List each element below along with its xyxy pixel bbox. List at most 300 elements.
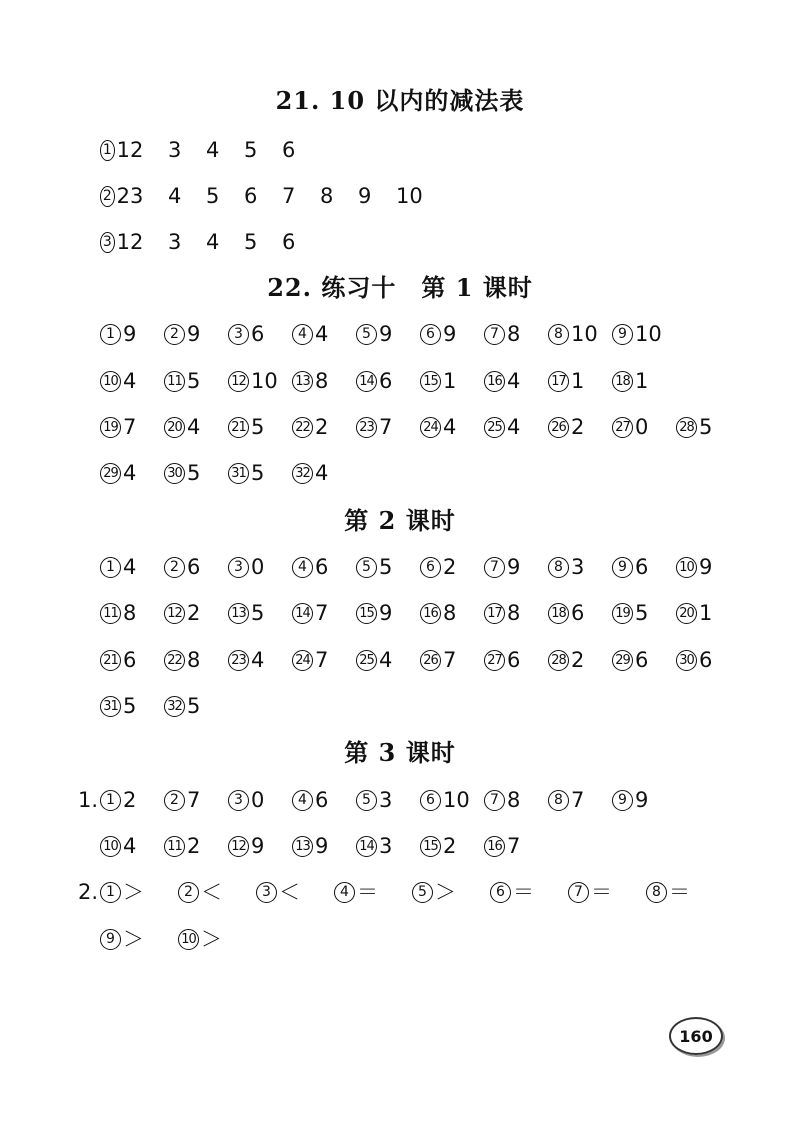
answer-item — [292, 412, 356, 442]
answer-value: 4 — [123, 555, 137, 579]
item-number-marker: 14 — [356, 371, 377, 392]
item-number-marker: 2 — [164, 324, 185, 345]
answer-value: 9 — [507, 555, 521, 579]
answer-item — [484, 645, 548, 675]
item-number-marker: 13 — [292, 836, 313, 857]
item-number-marker: 16 — [484, 836, 505, 857]
answer-item — [420, 319, 484, 349]
item-number-marker: 13 — [228, 603, 249, 624]
answer-value: 7 — [187, 788, 201, 812]
answer-item — [164, 366, 228, 396]
item-number-marker: 4 — [292, 557, 313, 578]
answer-item — [228, 552, 292, 582]
answer-value: 2 — [130, 230, 144, 254]
question-number: 1. — [77, 788, 98, 812]
subtraction-cell — [168, 227, 206, 257]
answer-value: 4 — [187, 415, 201, 439]
answer-value: 5 — [635, 601, 649, 625]
answer-item — [100, 366, 164, 396]
lesson-3-title: 第 3 课时 — [344, 738, 456, 767]
item-number-marker: 8 — [548, 557, 569, 578]
answer-value: 8 — [443, 601, 457, 625]
answer-item — [334, 877, 412, 907]
answer-item — [568, 877, 646, 907]
answer-value: 5 — [699, 415, 713, 439]
item-number-marker: 18 — [612, 371, 633, 392]
item-number-marker: 30 — [676, 650, 697, 671]
answer-value: 2 — [123, 788, 137, 812]
answer-item — [356, 598, 420, 628]
answer-item — [164, 552, 228, 582]
item-number-marker: 3 — [228, 324, 249, 345]
answer-value: ＝ — [591, 880, 612, 904]
subtraction-cell — [100, 181, 130, 211]
answer-item — [484, 412, 548, 442]
item-number-marker: 5 — [356, 557, 377, 578]
item-number-marker: 6 — [420, 790, 441, 811]
answer-item — [164, 319, 228, 349]
answer-item — [100, 785, 164, 815]
item-number-marker: 10 — [100, 371, 121, 392]
subtraction-cell — [206, 181, 244, 211]
answer-value: ＝ — [669, 880, 690, 904]
answer-item — [548, 552, 612, 582]
answer-item — [228, 831, 292, 861]
item-number-marker: 1 — [100, 324, 121, 345]
section-22-title: 22. 练习十 第 1 课时 — [267, 273, 533, 302]
answer-item — [164, 831, 228, 861]
answer-value: ＝ — [513, 880, 534, 904]
answer-value: 2 — [443, 555, 457, 579]
item-number-marker: 10 — [178, 929, 199, 950]
answer-item — [228, 785, 292, 815]
answer-row — [100, 552, 740, 582]
item-number-marker: 26 — [420, 650, 441, 671]
answer-item — [356, 366, 420, 396]
item-number-marker: 7 — [484, 324, 505, 345]
item-number-marker: 23 — [228, 650, 249, 671]
answer-item — [612, 645, 676, 675]
answer-item — [100, 458, 164, 488]
item-number-marker: 4 — [292, 790, 313, 811]
item-number-marker: 2 — [164, 557, 185, 578]
answer-item — [292, 831, 356, 861]
subtraction-cell — [282, 227, 320, 257]
answer-item — [228, 412, 292, 442]
answer-item — [356, 319, 420, 349]
answer-item — [100, 831, 164, 861]
answer-value: 4 — [168, 184, 182, 208]
subtraction-cell — [206, 135, 244, 165]
answer-item — [356, 831, 420, 861]
item-number-marker: 9 — [612, 324, 633, 345]
subtraction-cell — [168, 181, 206, 211]
answer-row — [100, 645, 740, 675]
item-number-marker: 20 — [164, 417, 185, 438]
answer-value: ＞ — [123, 880, 144, 904]
answer-item — [612, 412, 676, 442]
item-number-marker: 9 — [612, 790, 633, 811]
item-number-marker: 11 — [164, 836, 185, 857]
item-number-marker: 18 — [548, 603, 569, 624]
item-number-marker: 2 — [164, 790, 185, 811]
answer-item — [548, 598, 612, 628]
answer-item — [100, 319, 164, 349]
answer-value: 2 — [130, 138, 144, 162]
answer-item — [100, 877, 178, 907]
answer-value: 6 — [282, 230, 296, 254]
item-number-marker: 28 — [676, 417, 697, 438]
item-number-marker: 7 — [484, 790, 505, 811]
answer-item — [484, 552, 548, 582]
item-number-marker: 30 — [164, 463, 185, 484]
answer-item — [178, 877, 256, 907]
answer-item — [292, 366, 356, 396]
answer-value: 4 — [251, 648, 265, 672]
answer-row — [100, 598, 740, 628]
answer-value: 5 — [244, 230, 258, 254]
subtraction-cell — [244, 135, 282, 165]
item-number-marker: 11 — [164, 371, 185, 392]
answer-value: 9 — [699, 555, 713, 579]
answer-item — [548, 785, 612, 815]
subtraction-cell — [100, 135, 130, 165]
item-number-marker: 8 — [548, 790, 569, 811]
answer-item — [612, 366, 676, 396]
answer-item — [646, 877, 724, 907]
answer-value: 7 — [507, 834, 521, 858]
item-number-marker: 27 — [612, 417, 633, 438]
subtraction-cell — [282, 181, 320, 211]
item-number-marker: 15 — [420, 371, 441, 392]
answer-item — [292, 645, 356, 675]
answer-value: 5 — [187, 369, 201, 393]
answer-value: 6 — [571, 601, 585, 625]
answer-value: 2 — [187, 834, 201, 858]
answer-item — [676, 598, 740, 628]
answer-row — [68, 877, 724, 907]
item-number-marker: 15 — [356, 603, 377, 624]
answer-value: 4 — [315, 461, 329, 485]
lesson-2-title: 第 2 课时 — [344, 506, 456, 535]
answer-value: 4 — [507, 415, 521, 439]
item-number-marker: 8 — [646, 882, 667, 903]
item-number-marker: 22 — [164, 650, 185, 671]
item-number-marker: 1 — [100, 790, 121, 811]
answer-value: 7 — [282, 184, 296, 208]
item-number-marker: 12 — [228, 836, 249, 857]
answer-item — [164, 458, 228, 488]
answer-value: 8 — [123, 601, 137, 625]
answer-value: 7 — [571, 788, 585, 812]
answer-value: 10 — [251, 369, 278, 393]
answer-value: 0 — [251, 555, 265, 579]
subtraction-cell — [244, 181, 282, 211]
item-number-marker: 7 — [484, 557, 505, 578]
answer-value: 5 — [206, 184, 220, 208]
answer-row — [100, 366, 676, 396]
item-number-marker: 1 — [100, 882, 121, 903]
answer-value: 4 — [123, 369, 137, 393]
item-number-marker: 13 — [292, 371, 313, 392]
answer-item — [100, 691, 164, 721]
answer-item — [164, 598, 228, 628]
answer-value: 4 — [206, 138, 220, 162]
item-number-marker: 10 — [100, 836, 121, 857]
item-number-marker: 7 — [568, 882, 589, 903]
item-number-marker: 1 — [100, 557, 121, 578]
item-number-marker: 2 — [178, 882, 199, 903]
answer-value: 2 — [315, 415, 329, 439]
item-number-marker: 27 — [484, 650, 505, 671]
answer-item — [228, 366, 292, 396]
answer-item — [484, 319, 548, 349]
item-number-marker: 14 — [356, 836, 377, 857]
answer-item — [100, 552, 164, 582]
item-number-marker: 25 — [356, 650, 377, 671]
answer-item — [420, 412, 484, 442]
answer-item — [228, 458, 292, 488]
answer-value: 4 — [443, 415, 457, 439]
answer-value: 6 — [635, 555, 649, 579]
item-number-marker: 17 — [484, 603, 505, 624]
answer-value: 7 — [315, 648, 329, 672]
answer-value: 8 — [315, 369, 329, 393]
answer-row — [100, 691, 228, 721]
subtraction-cell — [130, 135, 168, 165]
item-number-marker: 4 — [334, 882, 355, 903]
answer-value: 4 — [206, 230, 220, 254]
answer-value: 9 — [187, 322, 201, 346]
answer-value: 3 — [168, 230, 182, 254]
item-number-marker: 4 — [292, 324, 313, 345]
answer-value: 1 — [699, 601, 713, 625]
item-number-marker: 6 — [490, 882, 511, 903]
item-number-marker: 20 — [676, 603, 697, 624]
answer-item — [548, 319, 612, 349]
subtraction-row — [100, 135, 320, 165]
item-number-marker: 12 — [164, 603, 185, 624]
answer-row — [100, 458, 356, 488]
answer-item — [412, 877, 490, 907]
answer-item — [612, 598, 676, 628]
answer-value: 6 — [315, 555, 329, 579]
item-number-marker: 3 — [256, 882, 277, 903]
item-number-marker: 5 — [356, 790, 377, 811]
item-number-marker: 2 — [100, 186, 115, 207]
answer-item — [292, 552, 356, 582]
answer-value: 6 — [187, 555, 201, 579]
answer-item — [356, 785, 420, 815]
answer-row — [100, 319, 676, 349]
answer-value: ＞ — [201, 927, 222, 951]
answer-value: 2 — [571, 648, 585, 672]
subtraction-cell — [358, 181, 396, 211]
item-number-marker: 17 — [548, 371, 569, 392]
answer-item — [612, 319, 676, 349]
answer-value: 5 — [379, 555, 393, 579]
item-number-marker: 29 — [100, 463, 121, 484]
answer-item — [164, 691, 228, 721]
item-number-marker: 24 — [420, 417, 441, 438]
answer-value: 6 — [379, 369, 393, 393]
subtraction-cell — [282, 135, 320, 165]
answer-value: 5 — [251, 601, 265, 625]
answer-item — [420, 645, 484, 675]
answer-value: 0 — [251, 788, 265, 812]
answer-row — [68, 831, 548, 861]
answer-value: 5 — [251, 461, 265, 485]
answer-item — [490, 877, 568, 907]
item-number-marker: 11 — [100, 603, 121, 624]
answer-value: 6 — [699, 648, 713, 672]
answer-value: 6 — [507, 648, 521, 672]
answer-item — [228, 645, 292, 675]
answer-value: ＜ — [201, 880, 222, 904]
item-number-marker: 8 — [548, 324, 569, 345]
answer-value: 1 — [635, 369, 649, 393]
answer-value: 7 — [123, 415, 137, 439]
subtraction-cell — [130, 227, 168, 257]
answer-item — [100, 412, 164, 442]
item-number-marker: 25 — [484, 417, 505, 438]
item-number-marker: 31 — [228, 463, 249, 484]
answer-value: 2 — [443, 834, 457, 858]
answer-value: 8 — [320, 184, 334, 208]
subtraction-row — [100, 181, 434, 211]
subtraction-cell — [130, 181, 168, 211]
answer-item — [676, 645, 740, 675]
answer-value: 3 — [168, 138, 182, 162]
item-number-marker: 9 — [612, 557, 633, 578]
answer-value: 1 — [116, 138, 130, 162]
answer-value: 10 — [443, 788, 470, 812]
item-number-marker: 28 — [548, 650, 569, 671]
answer-value: 8 — [507, 322, 521, 346]
item-number-marker: 19 — [100, 417, 121, 438]
answer-value: 9 — [315, 834, 329, 858]
answer-value: 4 — [315, 322, 329, 346]
answer-item — [356, 645, 420, 675]
answer-item — [548, 645, 612, 675]
answer-item — [100, 645, 164, 675]
item-number-marker: 6 — [420, 324, 441, 345]
answer-value: 9 — [379, 601, 393, 625]
item-number-marker: 31 — [100, 696, 121, 717]
answer-value: ＞ — [123, 927, 144, 951]
answer-item — [164, 412, 228, 442]
answer-item — [256, 877, 334, 907]
answer-item — [484, 598, 548, 628]
item-number-marker: 6 — [420, 557, 441, 578]
item-number-marker: 32 — [292, 463, 313, 484]
answer-item — [484, 785, 548, 815]
answer-item — [228, 598, 292, 628]
answer-value: 6 — [123, 648, 137, 672]
subtraction-row — [100, 227, 320, 257]
answer-value: 5 — [123, 694, 137, 718]
answer-value: ＜ — [279, 880, 300, 904]
item-number-marker: 16 — [484, 371, 505, 392]
answer-value: 5 — [244, 138, 258, 162]
answer-item — [356, 412, 420, 442]
answer-value: 9 — [251, 834, 265, 858]
answer-value: 7 — [379, 415, 393, 439]
answer-value: 6 — [251, 322, 265, 346]
answer-item — [420, 831, 484, 861]
answer-value: 2 — [187, 601, 201, 625]
subtraction-cell — [100, 227, 130, 257]
subtraction-cell — [244, 227, 282, 257]
answer-value: 3 — [379, 834, 393, 858]
answer-value: 2 — [116, 184, 130, 208]
answer-item — [228, 319, 292, 349]
answer-item — [164, 785, 228, 815]
answer-value: 2 — [571, 415, 585, 439]
answer-item — [292, 785, 356, 815]
answer-item — [164, 645, 228, 675]
answer-value: 5 — [187, 461, 201, 485]
item-number-marker: 3 — [100, 232, 115, 253]
answer-value: 0 — [635, 415, 649, 439]
answer-item — [100, 598, 164, 628]
answer-item — [484, 831, 548, 861]
item-number-marker: 10 — [676, 557, 697, 578]
answer-value: 10 — [571, 322, 598, 346]
answer-value: 7 — [315, 601, 329, 625]
answer-item — [612, 552, 676, 582]
item-number-marker: 23 — [356, 417, 377, 438]
answer-row — [100, 412, 740, 442]
answer-value: 9 — [358, 184, 372, 208]
answer-value: 4 — [379, 648, 393, 672]
answer-item — [178, 924, 256, 954]
answer-item — [100, 924, 178, 954]
item-number-marker: 32 — [164, 696, 185, 717]
answer-value: 3 — [571, 555, 585, 579]
answer-value: 1 — [443, 369, 457, 393]
answer-value: 10 — [635, 322, 662, 346]
item-number-marker: 21 — [100, 650, 121, 671]
answer-value: ＞ — [435, 880, 456, 904]
item-number-marker: 3 — [228, 557, 249, 578]
item-number-marker: 15 — [420, 836, 441, 857]
item-number-marker: 1 — [100, 140, 115, 161]
subtraction-cell — [168, 135, 206, 165]
item-number-marker: 3 — [228, 790, 249, 811]
answer-item — [420, 598, 484, 628]
answer-value: 6 — [315, 788, 329, 812]
answer-value: 3 — [130, 184, 144, 208]
answer-item — [420, 552, 484, 582]
answer-value: 9 — [123, 322, 137, 346]
answer-value: 6 — [244, 184, 258, 208]
answer-value: 3 — [379, 788, 393, 812]
item-number-marker: 12 — [228, 371, 249, 392]
answer-row — [68, 924, 256, 954]
item-number-marker: 19 — [612, 603, 633, 624]
answer-value: 8 — [187, 648, 201, 672]
item-number-marker: 26 — [548, 417, 569, 438]
subtraction-cell — [396, 181, 434, 211]
answer-row — [68, 785, 676, 815]
answer-value: 5 — [251, 415, 265, 439]
question-number: 2. — [77, 880, 98, 904]
item-number-marker: 16 — [420, 603, 441, 624]
subtraction-cell — [206, 227, 244, 257]
answer-item — [356, 552, 420, 582]
answer-value: 5 — [187, 694, 201, 718]
